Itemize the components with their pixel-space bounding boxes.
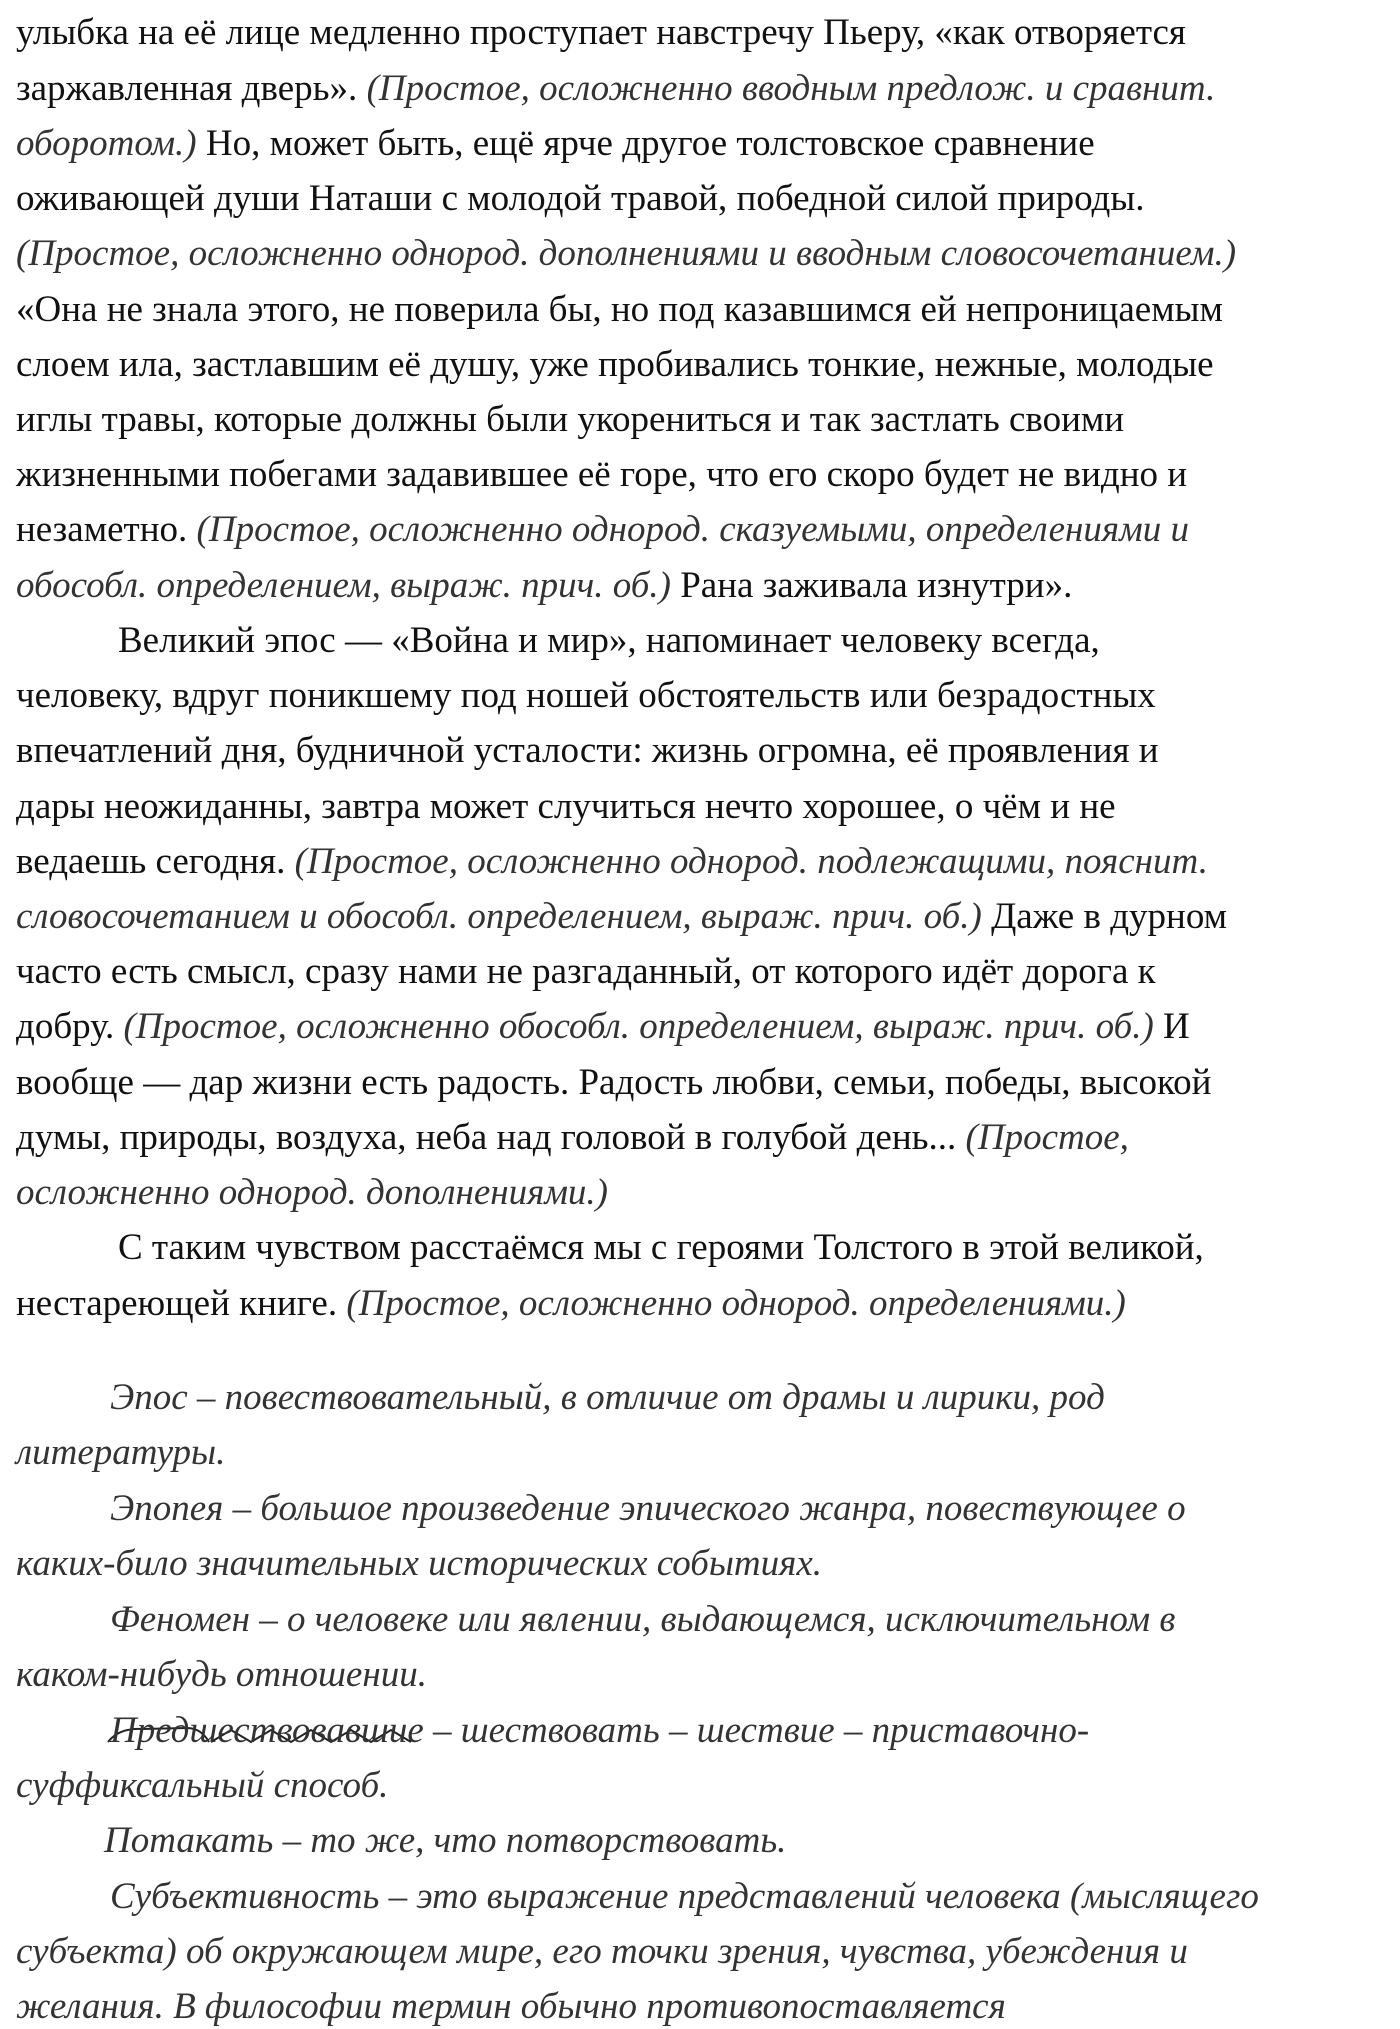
text-run: слоем ила, застлавшим её душу, уже пробивались тонкие, нежные, молодые (16, 344, 1214, 385)
text-run: жизненными побегами задавившее её горе, что его скоро будет не видно и (16, 454, 1188, 495)
text-run: незаметно. (16, 509, 197, 550)
text-run: впечатлений дня, будничной усталости: жизнь огромна, её проявления и (16, 730, 1159, 771)
text-line (16, 788, 1116, 825)
syntax-annotation: Субъективность – это выражение представлений человека (мыслящего (110, 1876, 1259, 1917)
text-line (118, 622, 1100, 659)
text-run: ведаешь сегодня. (16, 841, 295, 882)
text-line (16, 291, 1223, 328)
text-run: Рана заживала изнутри». (670, 565, 1073, 606)
syntax-annotation: (Простое, осложненно обособл. определением, выраж. прич. об.) (123, 1006, 1154, 1047)
syntax-annotation: обособл. определением, выраж. прич. об.) (16, 565, 671, 606)
text-run: иглы травы, которые должны были укорениться и так застлать своими (16, 399, 1125, 440)
text-line (16, 1656, 427, 1693)
text-run: Но, может быть, ещё ярче другое толстовское сравнение (196, 123, 1095, 164)
text-line (16, 456, 1187, 493)
syntax-annotation: субъекта) об окружающем мире, его точки зрения, чувства, убеждения и (16, 1931, 1188, 1972)
syntax-annotation: Эпос – повествовательный, в отличие от драмы и лирики, род (110, 1377, 1105, 1418)
text-line (16, 1545, 822, 1582)
text-run: нестареющей книге. (16, 1283, 347, 1324)
syntax-annotation: (Простое, осложненно вводным предлож. и сравнит. (366, 68, 1216, 109)
text-line (16, 1767, 388, 1804)
syntax-annotation: осложненно однород. дополнениями.) (16, 1172, 608, 1213)
text-run: С таким чувством расстаёмся мы с героями Толстого в этой великой, (118, 1227, 1204, 1268)
syntax-annotation: Феномен – о человеке или явлении, выдающемся, исключительном в (110, 1599, 1176, 1640)
syntax-annotation: словосочетанием и обособл. определением, выраж. прич. об.) (16, 896, 982, 937)
text-run: дары неожиданны, завтра может случиться нечто хорошее, о чём и не (16, 786, 1116, 827)
syntax-annotation: (Простое, осложненно однород. сказуемыми, определениями и (196, 509, 1189, 550)
text-line (16, 677, 1156, 714)
text-line (16, 732, 1159, 769)
text-line (16, 401, 1124, 438)
text-line (16, 1064, 1211, 1101)
syntax-annotation: (Простое, (965, 1117, 1129, 1158)
text-run: заржавленная дверь». (16, 68, 367, 109)
syntax-annotation: (Простое, осложненно однород. подлежащими, пояснит. (294, 841, 1208, 882)
text-run: Великий эпос — «Война и мир», напоминает человеку всегда, (118, 620, 1100, 661)
text-line (16, 70, 1215, 107)
text-line (16, 1008, 1190, 1045)
text-line (110, 1490, 1186, 1527)
syntax-annotation: (Простое, осложненно однород. определениями.) (346, 1283, 1126, 1324)
text-line (16, 1988, 1006, 2025)
text-line (16, 125, 1095, 162)
syntax-annotation: Предшествовавшие – шествовать – шествие – приставочно- (110, 1710, 1090, 1751)
syntax-annotation: Потакать – то же, что потворствовать. (104, 1820, 787, 1861)
syntax-annotation: (Простое, осложненно однород. дополнениями и вводным словосочетанием.) (16, 233, 1237, 274)
syntax-annotation: литературы. (16, 1432, 226, 1473)
syntax-annotation: оборотом.) (16, 123, 197, 164)
text-line (118, 1229, 1204, 1266)
syntax-annotation: каких-било значительных исторических событиях. (16, 1543, 823, 1584)
text-line (16, 1434, 225, 1471)
text-line (16, 235, 1236, 272)
text-run: часто есть смысл, сразу нами не разгаданный, от которого идёт дорога к (16, 951, 1156, 992)
text-run: «Она не знала этого, не поверила бы, но под казавшимся ей непроницаемым (16, 289, 1223, 330)
text-line (16, 511, 1189, 548)
text-run: улыбка на её лице медленно проступает навстречу Пьеру, «как отворяется (16, 12, 1186, 53)
text-line (16, 1119, 1129, 1156)
text-line (110, 1712, 1089, 1749)
text-run: И (1153, 1006, 1190, 1047)
text-line (16, 843, 1208, 880)
text-run: вообще — дар жизни есть радость. Радость любви, семьи, победы, высокой (16, 1062, 1212, 1103)
syntax-annotation: суффиксальный способ. (16, 1765, 389, 1806)
text-line (16, 1174, 608, 1211)
text-run: думы, природы, воздуха, неба над головой в голубой день... (16, 1117, 966, 1158)
text-line (110, 1379, 1105, 1416)
text-line (110, 1878, 1259, 1915)
syntax-annotation: желания. В философии термин обычно противопоставляется (16, 1986, 1006, 2027)
text-run: человеку, вдруг поникшему под ношей обстоятельств или безрадостных (16, 675, 1156, 716)
text-line (16, 953, 1156, 990)
text-line (16, 567, 1072, 604)
text-line (16, 346, 1214, 383)
syntax-annotation: каком-нибудь отношении. (16, 1654, 427, 1695)
text-line (110, 1601, 1175, 1638)
text-run: добру. (16, 1006, 124, 1047)
syntax-annotation: Эпопея – большое произведение эпического жанра, повествующее о (110, 1488, 1186, 1529)
text-run: Даже в дурном (981, 896, 1228, 937)
text-run: оживающей души Наташи с молодой травой, победной силой природы. (16, 178, 1145, 219)
text-line (16, 1933, 1188, 1970)
text-line (16, 14, 1186, 51)
text-line (16, 1285, 1126, 1322)
text-line (16, 898, 1227, 935)
text-line (16, 180, 1144, 217)
text-line (104, 1822, 786, 1859)
